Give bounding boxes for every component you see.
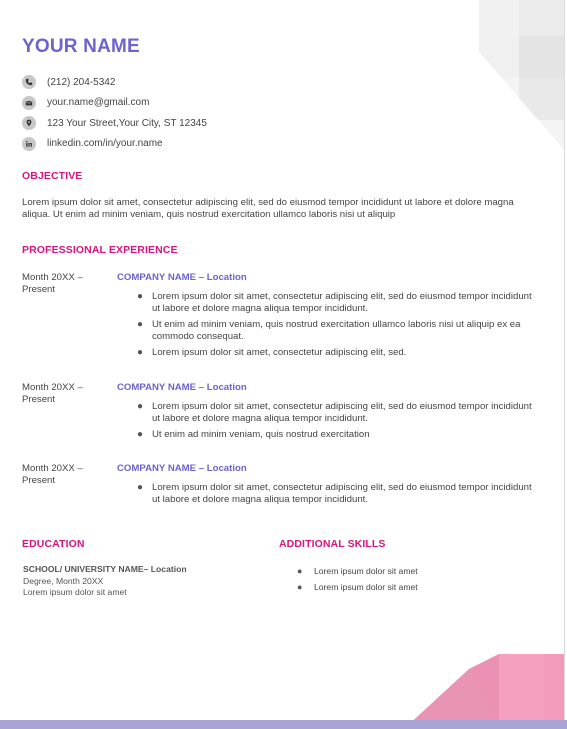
job-company: COMPANY NAME – Location — [117, 272, 247, 283]
skill-text: Lorem ipsum dolor sit amet — [314, 566, 418, 576]
job-company: COMPANY NAME – Location — [117, 463, 247, 474]
job-bullets — [117, 482, 537, 510]
mail-icon — [22, 96, 36, 110]
bottom-accent-bar — [0, 720, 567, 729]
list-item — [117, 347, 537, 359]
job-company: COMPANY NAME – Location — [117, 382, 247, 393]
list-item — [117, 429, 537, 441]
list-item — [279, 564, 418, 580]
list-item — [117, 319, 537, 343]
phone-text: (212) 204-5342 — [47, 76, 116, 88]
list-item — [279, 580, 418, 596]
contact-phone — [22, 72, 207, 93]
list-item — [117, 401, 537, 425]
contact-address — [22, 113, 207, 134]
bullet-icon: ● — [137, 482, 144, 493]
school-name: SCHOOL/ UNIVERSITY NAME– Location — [23, 564, 187, 574]
address-text: 123 Your Street,Your City, ST 12345 — [47, 117, 207, 129]
bullet-text: Ut enim ad minim veniam, quis nostrud exercitation ullamco laboris nisi ut aliquip ex ea commodo consequat. — [152, 319, 521, 342]
decorative-shapes-bottom — [404, 654, 564, 729]
contact-linkedin — [22, 134, 207, 155]
page-title: YOUR NAME — [22, 36, 140, 57]
job-date: Month 20XX – Present — [22, 382, 83, 405]
skills-list — [279, 564, 418, 595]
phone-icon — [22, 75, 36, 89]
skills-heading: ADDITIONAL SKILLS — [279, 538, 386, 550]
bullet-text: Lorem ipsum dolor sit amet, consectetur adipiscing elit, sed do eiusmod tempor incididunt ut labore et dolore magna aliqua tempor incididunt. — [152, 401, 532, 424]
contact-list — [22, 72, 207, 154]
bullet-icon: ● — [137, 319, 144, 330]
bullet-icon: ● — [297, 566, 303, 576]
education-heading: EDUCATION — [22, 538, 85, 550]
list-item — [117, 482, 537, 506]
degree-text: Degree, Month 20XX — [23, 575, 104, 586]
job-date: Month 20XX – Present — [22, 463, 83, 486]
list-item — [117, 291, 537, 315]
objective-heading: OBJECTIVE — [22, 170, 83, 182]
bullet-text: Lorem ipsum dolor sit amet, consectetur adipiscing elit, sed. — [152, 347, 407, 358]
linkedin-icon — [22, 137, 36, 151]
job-bullets — [117, 291, 537, 363]
email-text: your.name@gmail.com — [47, 97, 150, 109]
education-block — [23, 564, 187, 599]
bullet-icon: ● — [137, 401, 144, 412]
contact-email — [22, 93, 207, 114]
linkedin-text: linkedin.com/in/your.name — [47, 138, 163, 150]
education-note: Lorem ipsum dolor sit amet — [23, 587, 127, 597]
bullet-icon: ● — [137, 429, 144, 440]
location-icon — [22, 116, 36, 130]
objective-text: Lorem ipsum dolor sit amet, consectetur adipiscing elit, sed do eiusmod tempor incididunt ut labore et dolore magna aliqua. Ut enim ad minim veniam, quis nostrud exercitation ullamco laboris nisi ut aliquip — [22, 197, 514, 220]
skill-text: Lorem ipsum dolor sit amet — [314, 581, 418, 592]
bullet-icon: ● — [137, 347, 144, 358]
bullet-text: Lorem ipsum dolor sit amet, consectetur adipiscing elit, sed do eiusmod tempor incididunt ut labore et dolore magna aliqua tempor incididunt. — [152, 291, 532, 314]
job-bullets — [117, 401, 537, 445]
decorative-tiles-top — [434, 0, 564, 150]
bullet-text: Lorem ipsum dolor sit amet, consectetur adipiscing elit, sed do eiusmod tempor incididunt ut labore et dolore magna aliqua tempor incididunt. — [152, 482, 532, 505]
bullet-text: Ut enim ad minim veniam, quis nostrud exercitation — [152, 429, 370, 440]
bullet-icon: ● — [297, 581, 303, 592]
experience-heading: PROFESSIONAL EXPERIENCE — [22, 244, 178, 256]
bullet-icon: ● — [137, 291, 144, 302]
job-date: Month 20XX – Present — [22, 272, 83, 295]
